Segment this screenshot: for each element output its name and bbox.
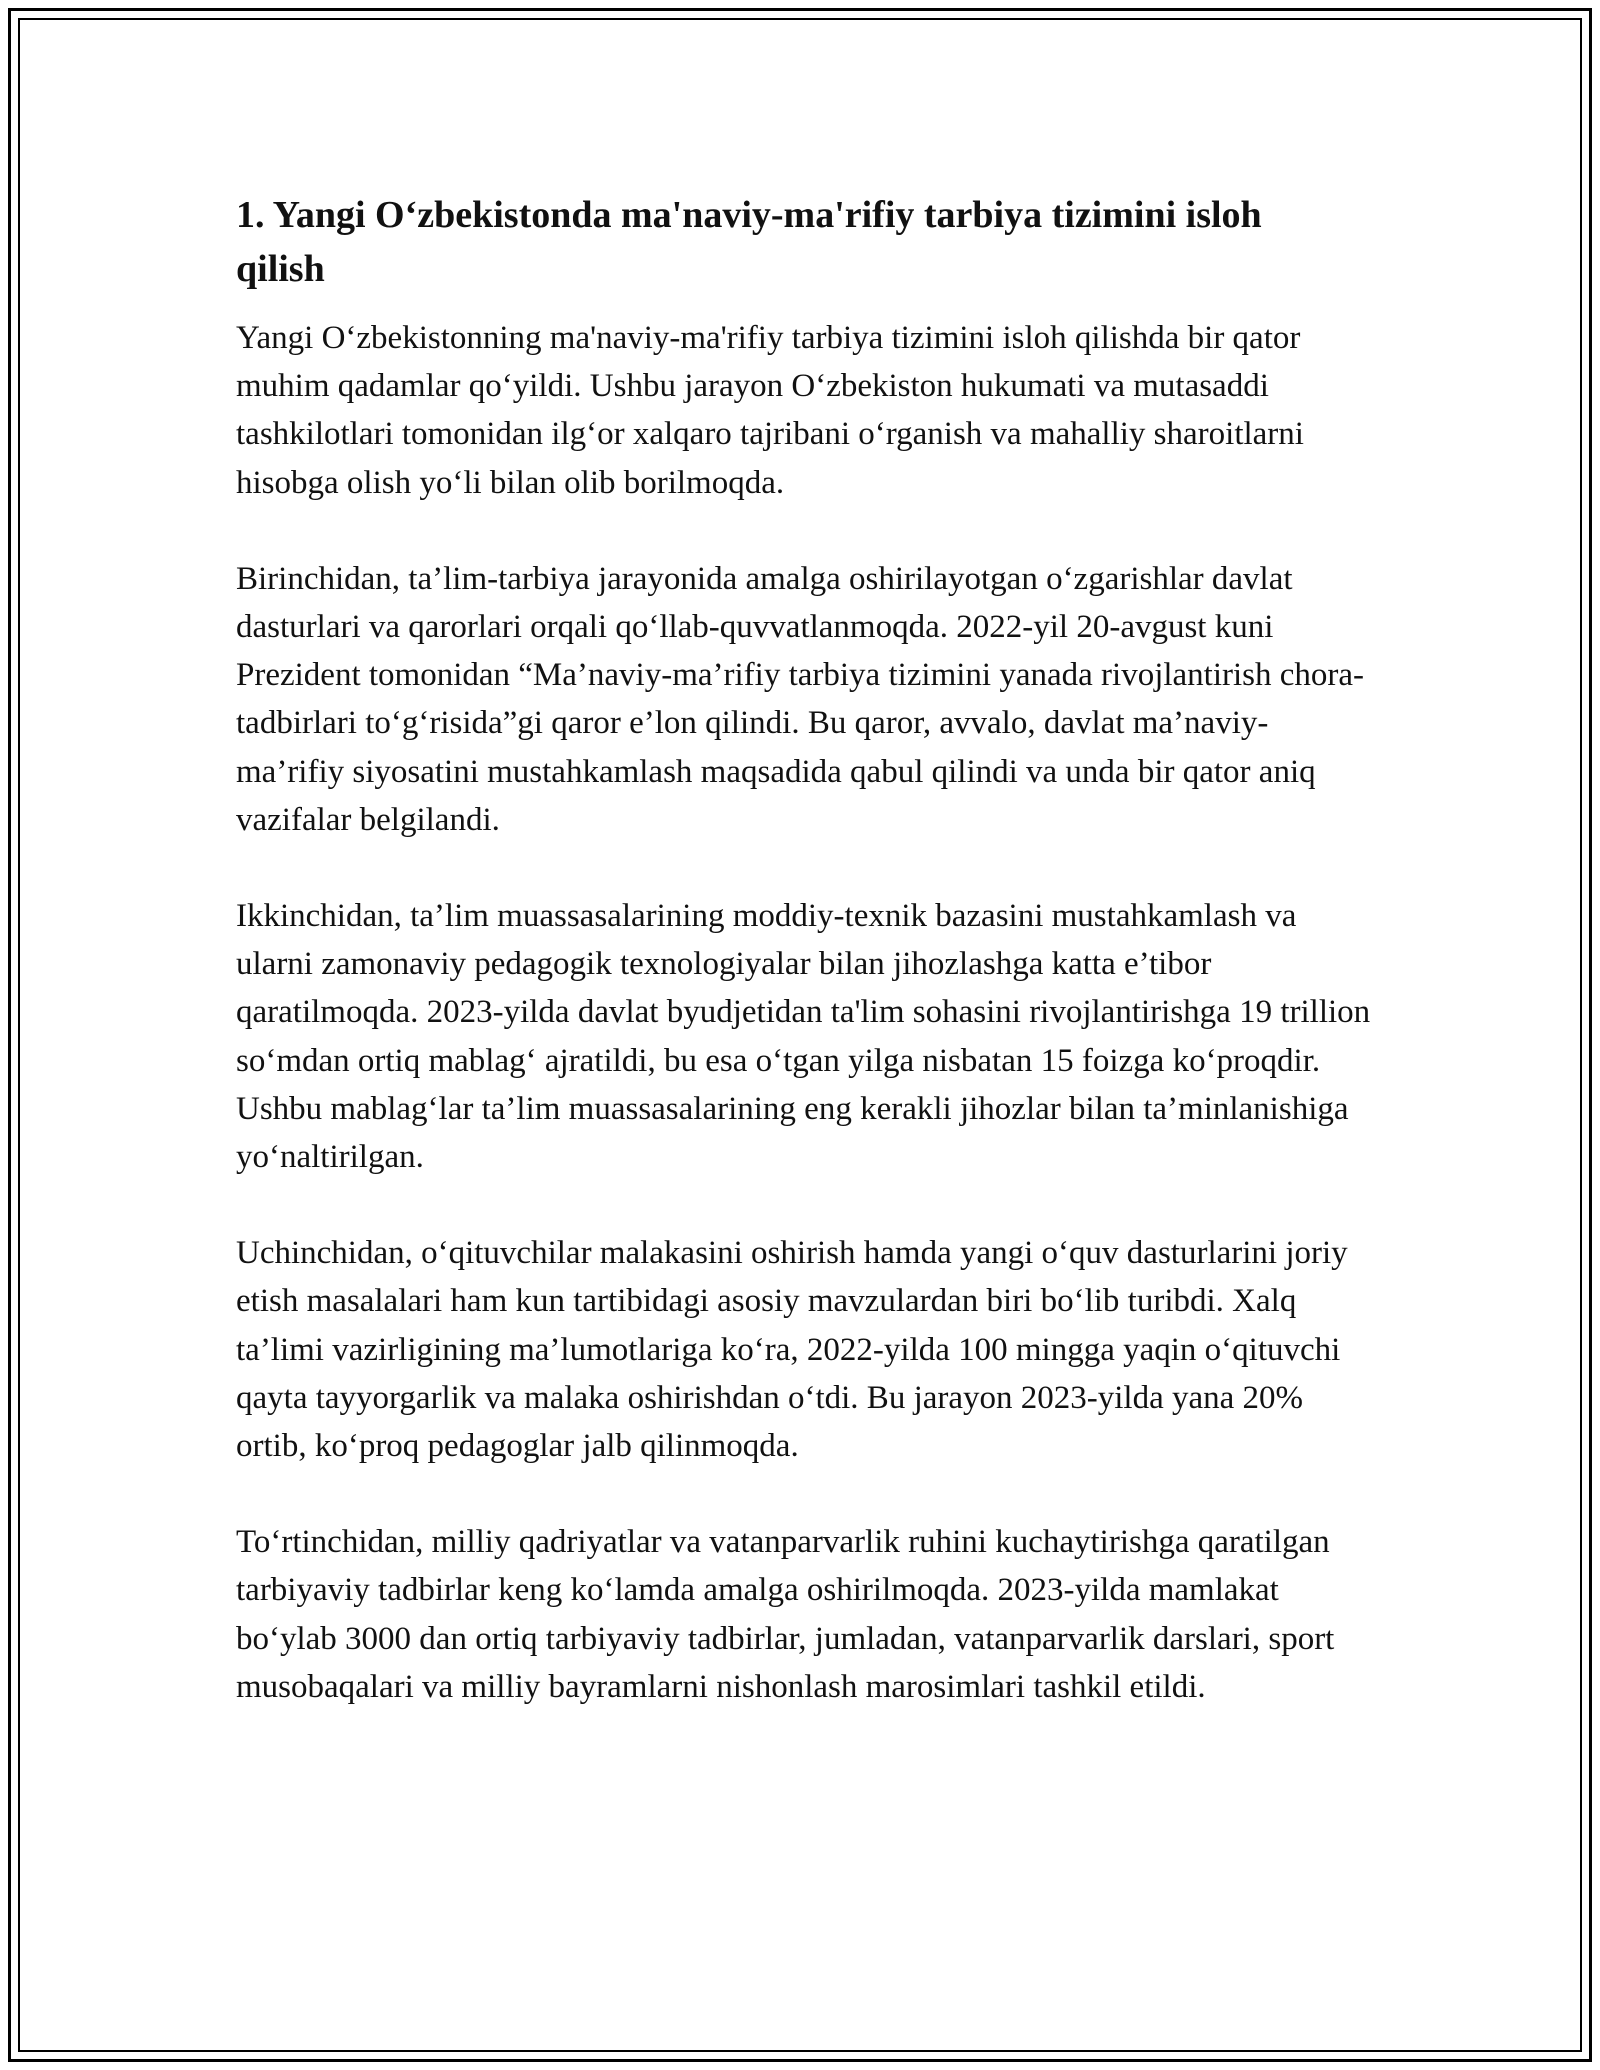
paragraph-fourth: To‘rtinchidan, milliy qadriyatlar va vatanparvarlik ruhini kuchaytirishga qaratilgan tarbiyaviy tadbirlar keng ko‘lamda amalga oshirilmoqda. 2023-yilda mamlakat bo‘ylab 3000 dan ortiq tarbiyaviy tadbirlar, jumladan, vatanparvarlik darslari, sport musobaqalari va milliy bayramlarni nishonlash marosimlari tashkil etildi. (236, 1524, 1335, 1705)
section-title: 1. Yangi O‘zbekistonda ma'naviy-ma'rifiy tarbiya tizimini isloh qilish (236, 194, 1262, 290)
paragraph-second: Ikkinchidan, ta’lim muassasalarining moddiy-texnik bazasini mustahkamlash va ularni zamonaviy pedagogik texnologiyalar bilan jihozlashga katta e’tibor qaratilmoqda. 2023-yilda davlat byudjetidan ta'lim sohasini rivojlantirishga 19 trillion so‘mdan ortiq mablag‘ ajratildi, bu esa o‘tgan yilga nisbatan 15 foizga ko‘proqdir. Ushbu mablag‘lar ta’lim muassasalarining eng kerakli jihozlar bilan ta’minlanishiga yo‘naltirilgan. (236, 898, 1371, 1176)
document-body (236, 188, 1376, 1759)
paragraph-intro: Yangi O‘zbekistonning ma'naviy-ma'rifiy tarbiya tizimini isloh qilishda bir qator muhim qadamlar qo‘yildi. Ushbu jarayon O‘zbekiston hukumati va mutasaddi tashkilotlari tomonidan ilg‘or xalqaro tajribani o‘rganish va mahalliy sharoitlarni hisobga olish yo‘li bilan olib borilmoqda. (236, 320, 1304, 501)
paragraph-first: Birinchidan, ta’lim-tarbiya jarayonida amalga oshirilayotgan o‘zgarishlar davlat dasturlari va qarorlari orqali qo‘llab-quvvatlanmoqda. 2022-yil 20-avgust kuni Prezident tomonidan “Ma’naviy-ma’rifiy tarbiya tizimini yanada rivojlantirish chora-tadbirlari to‘g‘risida”gi qaror e’lon qilindi. Bu qaror, avvalo, davlat ma’naviy-ma’rifiy siyosatini mustahkamlash maqsadida qabul qilindi va unda bir qator aniq vazifalar belgilandi. (236, 560, 1365, 838)
paragraph-third: Uchinchidan, o‘qituvchilar malakasini oshirish hamda yangi o‘quv dasturlarini joriy etish masalalari ham kun tartibidagi asosiy mavzulardan biri bo‘lib turibdi. Xalq ta’limi vazirligining ma’lumotlariga ko‘ra, 2022-yilda 100 mingga yaqin o‘qituvchi qayta tayyorgarlik va malaka oshirishdan o‘tdi. Bu jarayon 2023-yilda yana 20% ortib, ko‘proq pedagoglar jalb qilinmoqda. (236, 1235, 1348, 1465)
